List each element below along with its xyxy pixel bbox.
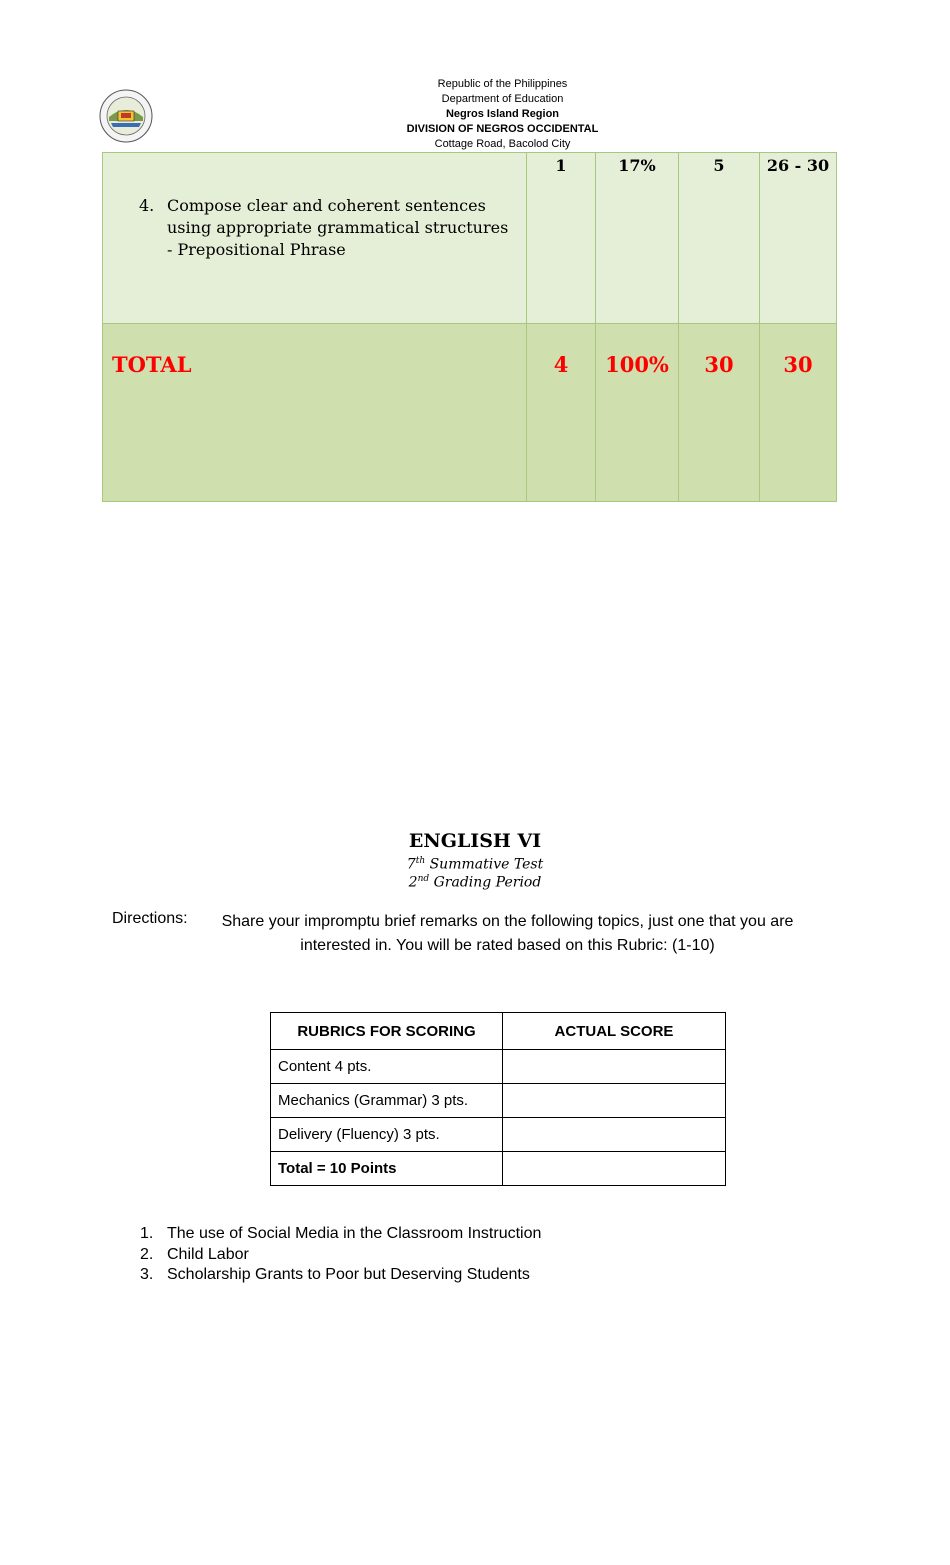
table-row	[271, 1152, 726, 1186]
competency-cell	[103, 153, 527, 324]
test-grading-period: 2nd Grading Period	[408, 874, 542, 891]
total-row	[103, 324, 837, 502]
topic-text: Child Labor	[167, 1245, 249, 1263]
topics-list	[140, 1224, 541, 1286]
test-subject-title: ENGLISH VI	[408, 830, 542, 852]
table-row	[271, 1118, 726, 1152]
total-label: TOTAL	[103, 324, 527, 502]
rubric-table	[270, 1012, 726, 1186]
rubric-criterion-total: Total = 10 Points	[271, 1152, 503, 1186]
rubric-criterion: Content 4 pts.	[271, 1050, 503, 1084]
list-item	[140, 1245, 541, 1266]
directions-label: Directions:	[112, 910, 188, 927]
placement-cell: 26 - 30	[760, 153, 837, 324]
rubric-criterion: Delivery (Fluency) 3 pts.	[271, 1118, 503, 1152]
rubric-score-cell[interactable]	[503, 1152, 726, 1186]
rubric-score-cell[interactable]	[503, 1050, 726, 1084]
topic-number: 1.	[140, 1225, 154, 1242]
items-cell: 5	[679, 153, 760, 324]
rubric-header-score: ACTUAL SCORE	[503, 1013, 726, 1050]
header-division: DIVISION OF NEGROS OCCIDENTAL	[406, 123, 599, 135]
total-days: 4	[527, 324, 596, 502]
deped-division-seal	[99, 89, 153, 143]
topic-text: The use of Social Media in the Classroom Instruction	[167, 1225, 542, 1242]
days-cell: 1	[527, 153, 596, 324]
list-item	[140, 1224, 541, 1245]
topic-text: Scholarship Grants to Poor but Deserving Students	[167, 1266, 530, 1283]
total-placement: 30	[760, 324, 837, 502]
topic-number: 2.	[140, 1245, 154, 1263]
rubric-header-row	[271, 1013, 726, 1050]
competency-number: 4.	[139, 196, 155, 215]
table-row	[271, 1050, 726, 1084]
rubric-score-cell[interactable]	[503, 1118, 726, 1152]
rubric-score-cell[interactable]	[503, 1084, 726, 1118]
list-item	[140, 1265, 541, 1286]
table-row	[271, 1084, 726, 1118]
test-summative-label: 7th Summative Test	[406, 856, 544, 873]
header-department: Department of Education	[441, 93, 564, 105]
percent-cell: 17%	[596, 153, 679, 324]
directions-text: Share your impromptu brief remarks on the following topics, just one that you are interested in. You will be rated based on this Rubric: (1-10)	[221, 913, 794, 954]
seal-icon	[99, 89, 153, 143]
header-address: Cottage Road, Bacolod City	[434, 138, 571, 150]
rubric-header-criteria: RUBRICS FOR SCORING	[271, 1013, 503, 1050]
table-row	[103, 153, 837, 324]
competency-text: Compose clear and coherent sentences using appropriate grammatical structures - Prepositional Phrase	[167, 196, 509, 259]
rubric-criterion: Mechanics (Grammar) 3 pts.	[271, 1084, 503, 1118]
document-header	[340, 77, 665, 152]
header-republic: Republic of the Philippines	[437, 78, 568, 90]
header-region: Negros Island Region	[445, 108, 560, 120]
table-of-specification	[102, 152, 837, 502]
total-items: 30	[679, 324, 760, 502]
total-percent: 100%	[596, 324, 679, 502]
topic-number: 3.	[140, 1266, 154, 1283]
